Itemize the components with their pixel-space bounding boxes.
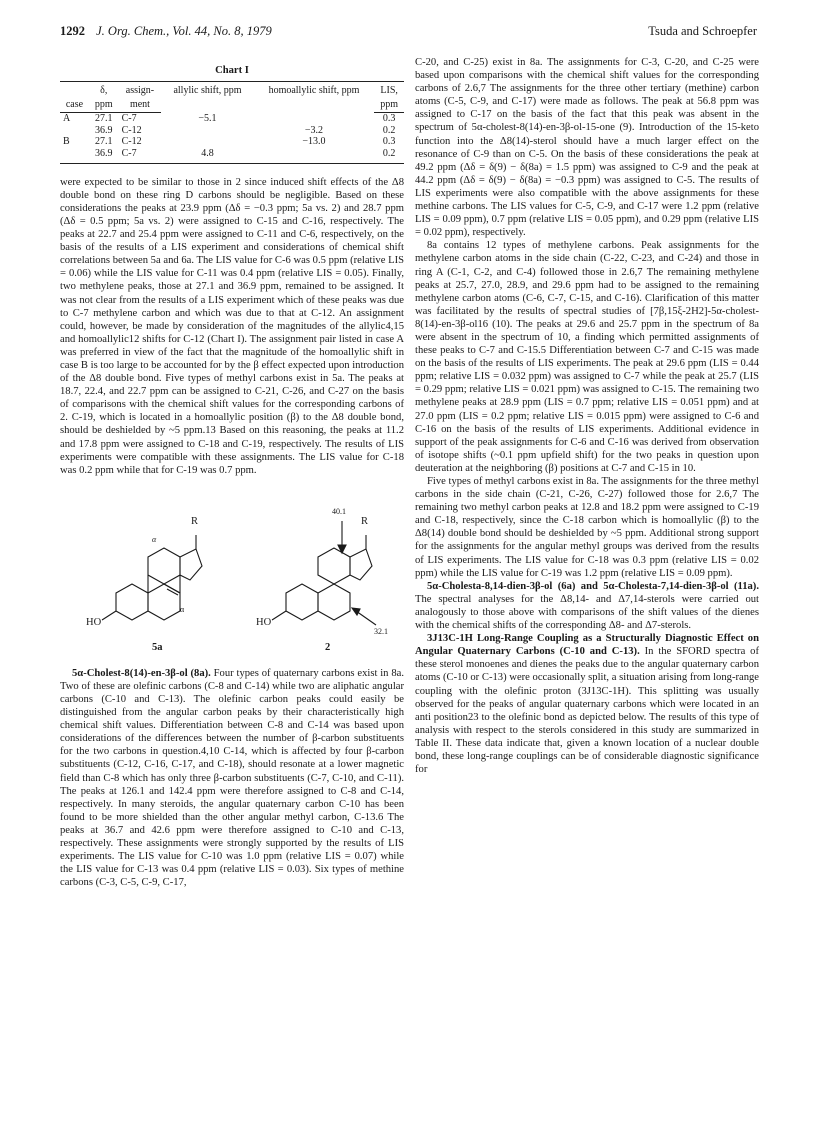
chart-row [60, 148, 404, 163]
arrowhead [338, 545, 346, 553]
paragraph-text: Four types of quaternary carbons exist in 8a. Two of these are olefinic carbons (C-8 and C-14) while two are aliphatic angular carbons (C-10 and C-13). The olefinic carbon peaks could easily be distinguished from the angular carbon peaks by their characteristically high chemical shift values. Differentiation between C-8 and C-14 was based upon considerations of the differences between the number of β-carbon substituents for the two carbons in question.4,10 C-14, which is affected by four β-carbon substituents (C-12, C-16, C-17, and C-18), should resonate at a lower magnetic field than C-8 which has only three β-carbon substituents (C-7, C-10, and C-11). The peaks at 126.1 and 142.4 ppm were therefore assigned to C-8 and C-14, respectively. In many steroids, the angular quaternary carbon C-10 has been found to be more shielded than the other angular methyl carbon, C-13.6 The peaks at 36.7 and 42.6 ppm were therefore assigned to C-10 and C-13, respectively. These assignments were strongly supported by the results of LIS experiments. The LIS value for C-10 was 1.0 ppm (relative LIS = 0.07) while the LIS value for C-13 was 0.4 ppm (relative LIS = 0.03). Six types of methine carbons (C-3, C-5, C-9, C-17, [60, 667, 404, 889]
chart-cell [254, 113, 375, 125]
ring-a [286, 584, 318, 620]
col-header: case [60, 98, 89, 113]
paragraph [415, 580, 759, 632]
journal-citation: J. Org. Chem., Vol. 44, No. 8, 1979 [96, 24, 272, 38]
paragraph [60, 667, 404, 890]
chart-cell: C-7 [121, 113, 137, 125]
chart-cell: 4.8 [161, 148, 253, 163]
col-header: ment [119, 98, 162, 113]
double-bond [167, 589, 178, 595]
chart-row [60, 136, 404, 148]
chart-table [60, 81, 404, 164]
chart-cell [161, 125, 253, 137]
r-group-label: R [191, 515, 199, 527]
chart-cell [161, 136, 253, 148]
hydroxyl-label: HO [86, 616, 102, 628]
hydroxyl-bond [272, 611, 286, 620]
chart-cell: B [63, 136, 70, 148]
chart-cell: A [63, 113, 71, 125]
chart-table-body [60, 113, 404, 163]
col-header: homoallylic shift, ppm [254, 82, 375, 113]
chart-cell [60, 125, 89, 137]
running-header [60, 24, 757, 40]
section-heading: 5α-Cholest-8(14)-en-3β-ol (8a). [72, 667, 211, 679]
chart-cell [254, 148, 375, 163]
chart-cell: 27.1 [95, 136, 113, 148]
section-heading: 5α-Cholesta-8,14-dien-3β-ol (6a) and 5α-Cholesta-7,14-dien-3β-ol (11a). [427, 580, 759, 592]
page-number: 1292 [60, 24, 85, 38]
chart-cell: −5.1 [198, 113, 217, 125]
col-header: assign- [119, 82, 162, 98]
paragraph: Five types of methyl carbons exist in 8a. The assignments for the three methyl carbons in the side chain (C-21, C-26, C-27) followed those for 2.6,7 The remaining two methyl carbon peaks at 12.8 and 18.2 ppm were assigned to C-19 and C-18, respectively, since the C-18 carbon which is homoallylic (β) to the Δ8(14) double bond should be deshielded by ~5 ppm. Additional strong support for the assignments for the angular methyl groups was derived from the results of LIS experiments. The LIS value for C-18 was 0.3 ppm (relative LIS = 0.02 ppm) while the LIS value for C-19 was 1.2 ppm (relative LIS = 0.09 ppm). [415, 476, 759, 579]
ring-b [148, 584, 180, 620]
ring-d [350, 549, 372, 580]
chart-cell: 27.1 [95, 113, 113, 125]
col-header [60, 82, 89, 98]
col-header: ppm [89, 98, 119, 113]
col-header: ppm [374, 98, 404, 113]
chart-row [60, 125, 404, 137]
structure-figure [60, 483, 404, 661]
ring-c [148, 548, 180, 584]
hydroxyl-label: HO [256, 616, 272, 628]
compound-label-2: 2 [325, 641, 331, 653]
structure-drawing [60, 483, 404, 661]
running-authors: Tsuda and Schroepfer [648, 24, 757, 38]
chart-row [60, 113, 404, 125]
chart-cell: C-7 [119, 148, 162, 163]
right-column [415, 56, 759, 776]
chart-cell: −13.0 [302, 136, 326, 148]
paragraph: were expected to be similar to those in 2 since induced shift effects of the Δ8 double bond on these ring D carbons should be negligible. Based on these considerations the peaks at 23.9 ppm (Δδ = −0.3 ppm; 5a vs. 2) and 28.7 ppm (Δδ = 0.5 ppm; 5a vs. 2) were assigned to C-15 and C-16, respectively. The peaks at 22.7 and 25.4 ppm were assigned to C-11 and C-6, respectively, on the basis of the results of a LIS experiment and considerations of chemical shift correlations between 5a and 6a. The LIS value for C-6 was 0.5 ppm (relative LIS = 0.06) while the LIS value for C-11 was 0.4 ppm (relative LIS = 0.05). Finally, two methylene peaks, those at 27.1 and 36.9 ppm, remained to be assigned. It was not clear from the results of a LIS experiment which of these peaks was due to C-7 methylene carbon and which was due to that at C-12. An assignment could, however, be made by consideration of the magnitudes of the allylic4,15 and homoallylic12 shifts for C-12 (Chart I). The assignment pair listed in case A was preferred in view of the fact that the magnitude of the homoallylic shift in case B is too large to be accounted for by the β effect expected upon introduction of the Δ8 double bond. Five types of methyl carbons exist in 5a. The peaks at 18.7, 22.4, and 22.7 ppm can be assigned to C-21, C-26, and C-27 on the basis of comparisons with the chemical shift values for the corresponding carbons of 2. C-19, which is located in a homoallylic position (β) to the Δ8 double bond, should be deshielded by ~5 ppm.13 Based on this reasoning, the peaks at 11.2 and 17.8 ppm were assigned to C-18 and C-19, respectively. The results of LIS experiments were compatible with these assignments. The LIS value for C-18 was 0.2 ppm while that for C-19 was 0.7 ppm. [60, 176, 404, 476]
r-group-label: R [361, 515, 369, 527]
paragraph [415, 632, 759, 776]
ring-a [116, 584, 148, 620]
chart-cell: 0.2 [382, 124, 396, 136]
compound-label-5a: 5a [152, 641, 163, 653]
col-header: allylic shift, ppm [161, 82, 253, 113]
col-header: LIS, [374, 82, 404, 98]
arrowhead [352, 608, 360, 615]
col-header: δ, [89, 82, 119, 98]
hydroxyl-bond [102, 611, 116, 620]
chart-title: Chart I [215, 65, 249, 76]
alpha-label: α [152, 534, 157, 544]
chart-cell: 36.9 [89, 148, 119, 163]
chart-cell: 0.3 [382, 113, 396, 125]
shift-label-top: 40.1 [332, 506, 346, 516]
paragraph: C-20, and C-25) exist in 8a. The assignments for C-3, C-20, and C-25 were based upon comparisons with the chemical shift values for the corresponding carbons of 2.6,7 The assignments for the three other tertiary (methine) carbon atoms (C-5, C-9, and C-17) were made as follows. The peak at 56.8 ppm was assigned to C-17 on the basis of the fact that this peak was absent in the spectrum of 5α-cholest-8(14)-en-3β-ol-15-one (9). Introduction of the 15-keto function into the Δ8(14)-sterol should have a much larger effect on the resonance of C-9 than on C-5. On the basis of these considerations the peak at 49.2 ppm (Δδ = δ(9) − δ(8a) = 1.5 ppm) was assigned to C-9 and the peak at 44.2 ppm (Δδ = δ(9) − δ(8a) = −0.3 ppm) was assigned to C-5. The results of LIS experiments were also compatible with the above assignments for these methine carbons. The LIS values for C-5, C-9, and C-17 were 1.2 ppm (relative LIS = 0.09 ppm), 0.7 ppm (relative LIS = 0.05 ppm), and 0.29 ppm (relative LIS = 0.02 ppm), respectively. [415, 57, 759, 239]
chart-cell: C-12 [121, 136, 142, 148]
chart-cell: −3.2 [304, 124, 324, 136]
shift-label-right: 32.1 [374, 626, 388, 636]
chart-cell: 0.2 [374, 148, 404, 163]
chart-cell: 36.9 [95, 124, 113, 136]
paragraph-text: The spectral analyses for the Δ8,14- and Δ7,14-sterols were carried out analogously to those above with comparisons of the shift values of the dienes with the chemical shifts of the corresponding Δ8- and Δ7-sterols. [415, 593, 759, 632]
section-heading: 3J13C-1H Long-Range Coupling as a Structurally Diagnostic Effect on Angular Quaternary Carbons (C-10 and C-13). [415, 633, 759, 658]
ring-b [318, 584, 350, 620]
shift-arrow [356, 611, 376, 625]
left-column [60, 56, 404, 889]
ring-d [180, 549, 202, 580]
chart-cell [60, 148, 89, 163]
chart-cell: 0.3 [382, 136, 396, 148]
alpha-label: α [180, 604, 185, 614]
chart-cell: C-12 [121, 124, 142, 136]
paragraph-text: In the SFORD spectra of these sterol monoenes and dienes the peaks due to the angular quaternary carbon atoms (C-10 or C-13) were occasionally split, a situation arising from long-range coupling with the olefinic proton (3J13C-1H). This splitting was usually observed for the peaks of angular quaternary carbons which were located in an anti position23 to the olefinic bond as depicted below. The results of this type of analysis with respect to the sterols considered in this study are summarized in Table II. These data indicate that, given a known location of a nuclear double bond, these long-range couplings can be of considerable diagnostic significance for [415, 646, 759, 776]
paragraph: 8a contains 12 types of methylene carbons. Peak assignments for the methylene carbon atoms in the side chain (C-22, C-23, and C-24) and those in ring A (C-1, C-2, and C-4) followed those in 2.6,7 The remaining methylene peaks at 25.7, 27.0, 28.9, and 29.6 ppm had to be assigned to the remaining methylene carbon atoms (C-6, C-7, C-15, and C-16). Clarification of this matter was facilitated by the results of spectral studies of [7β,15ξ-2H2]-5α-cholest-8(14)-en-3β-ol16 (10). The peaks at 29.6 and 25.7 ppm in the spectrum of 8a were absent in the spectrum of 10, a finding which permitted assignments of these peaks to C-7 and C-15.5 Differentiation between C-7 and C-15 was made on the basis of the results of LIS experiments. The peak at 29.6 ppm (LIS = 0.44 ppm; relative LIS = 0.032 ppm) was assigned to C-7 while the peak at 25.7 (LIS = 0.29 ppm; relative LIS = 0.021 ppm) was assigned to C-15. The remaining two methylene peaks at 28.9 ppm (LIS = 0.7 ppm; relative LIS = 0.051 ppm) and at 27.0 ppm (LIS = 0.2 ppm; relative LIS = 0.015 ppm) were assigned to C-6 and C-16 on the basis of the results of LIS experiments. Additional evidence in support of the peak assignments for C-6 and C-16 was derived from observation of isotope shifts (~0.1 ppm upfield shift) for the two peaks in question upon deuteration at the neighboring (β) positions at C-7 and C-15 in 10. [415, 240, 759, 474]
